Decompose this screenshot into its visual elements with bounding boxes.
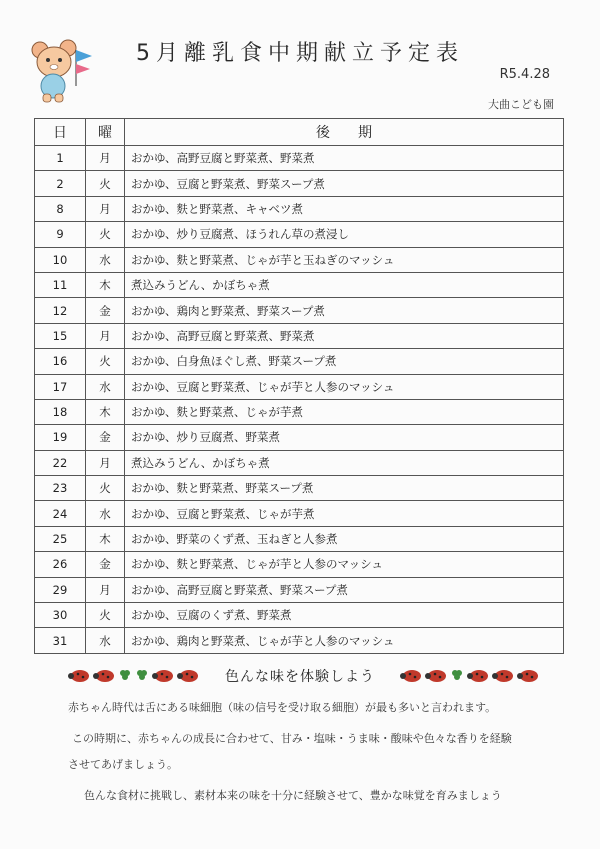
- day-cell: 2: [35, 171, 86, 196]
- table-row: [35, 425, 564, 450]
- menu-cell: おかゆ、野菜のくず煮、玉ねぎと人参煮: [125, 526, 564, 551]
- weekday-cell: 金: [86, 298, 125, 323]
- ladybug-icon: [425, 668, 447, 682]
- day-cell: 9: [35, 222, 86, 247]
- weekday-cell: 火: [86, 222, 125, 247]
- column-header-menu: 後 期: [125, 119, 564, 146]
- weekday-cell: 水: [86, 628, 125, 653]
- table-row: [35, 552, 564, 577]
- menu-cell: おかゆ、豆腐と野菜煮、野菜スープ煮: [125, 171, 564, 196]
- day-cell: 1: [35, 146, 86, 171]
- ladybug-icon: [467, 668, 489, 682]
- table-row: [35, 247, 564, 272]
- table-row: [35, 577, 564, 602]
- ladybug-decoration-right: [400, 668, 539, 682]
- day-cell: 8: [35, 196, 86, 221]
- day-cell: 19: [35, 425, 86, 450]
- table-row: [35, 501, 564, 526]
- ladybug-icon: [492, 668, 514, 682]
- weekday-cell: 月: [86, 146, 125, 171]
- ladybug-icon: [517, 668, 539, 682]
- menu-table: [34, 118, 564, 654]
- day-cell: 12: [35, 298, 86, 323]
- weekday-cell: 火: [86, 603, 125, 628]
- menu-cell: おかゆ、麩と野菜煮、じゃが芋煮: [125, 399, 564, 424]
- school-name: 大曲こども園: [488, 98, 554, 111]
- table-row: [35, 222, 564, 247]
- column-header-weekday: 曜: [86, 119, 125, 146]
- table-row: [35, 603, 564, 628]
- weekday-cell: 木: [86, 272, 125, 297]
- weekday-cell: 火: [86, 349, 125, 374]
- menu-cell: 煮込みうどん、かぼちゃ煮: [125, 450, 564, 475]
- weekday-cell: 月: [86, 196, 125, 221]
- footer-heading: 色んな味を体験しよう: [225, 669, 375, 685]
- weekday-cell: 月: [86, 577, 125, 602]
- weekday-cell: 水: [86, 501, 125, 526]
- table-row: [35, 146, 564, 171]
- menu-cell: おかゆ、豆腐と野菜煮、じゃが芋煮: [125, 501, 564, 526]
- day-cell: 15: [35, 323, 86, 348]
- table-row: [35, 450, 564, 475]
- table-row: [35, 323, 564, 348]
- table-row: [35, 628, 564, 653]
- weekday-cell: 金: [86, 425, 125, 450]
- footer-paragraph-1: 赤ちゃん時代は舌にある味細胞（味の信号を受け取る細胞）が最も多いと言われます。: [68, 701, 497, 714]
- weekday-cell: 木: [86, 526, 125, 551]
- menu-cell: おかゆ、高野豆腐と野菜煮、野菜スープ煮: [125, 577, 564, 602]
- issue-date: R5.4.28: [499, 67, 550, 82]
- menu-cell: おかゆ、麩と野菜煮、キャベツ煮: [125, 196, 564, 221]
- menu-cell: おかゆ、麩と野菜煮、じゃが芋と玉ねぎのマッシュ: [125, 247, 564, 272]
- table-row: [35, 298, 564, 323]
- weekday-cell: 月: [86, 450, 125, 475]
- menu-cell: おかゆ、高野豆腐と野菜煮、野菜煮: [125, 323, 564, 348]
- day-cell: 29: [35, 577, 86, 602]
- weekday-cell: 水: [86, 374, 125, 399]
- weekday-cell: 月: [86, 323, 125, 348]
- menu-cell: おかゆ、豆腐のくず煮、野菜煮: [125, 603, 564, 628]
- table-row: [35, 476, 564, 501]
- menu-cell: おかゆ、白身魚ほぐし煮、野菜スープ煮: [125, 349, 564, 374]
- table-row: [35, 272, 564, 297]
- footer-paragraph-2: この時期に、赤ちゃんの成長に合わせて、甘み・塩味・うま味・酸味や色々な香りを経験: [72, 732, 512, 745]
- menu-cell: おかゆ、高野豆腐と野菜煮、野菜煮: [125, 146, 564, 171]
- menu-cell: おかゆ、麩と野菜煮、野菜スープ煮: [125, 476, 564, 501]
- table-row: [35, 349, 564, 374]
- weekday-cell: 火: [86, 476, 125, 501]
- table-header-row: [35, 119, 564, 146]
- day-cell: 22: [35, 450, 86, 475]
- weekday-cell: 金: [86, 552, 125, 577]
- menu-cell: おかゆ、炒り豆腐煮、野菜煮: [125, 425, 564, 450]
- menu-cell: おかゆ、鶏肉と野菜煮、野菜スープ煮: [125, 298, 564, 323]
- day-cell: 31: [35, 628, 86, 653]
- weekday-cell: 水: [86, 247, 125, 272]
- day-cell: 26: [35, 552, 86, 577]
- clover-icon: [450, 668, 464, 682]
- menu-cell: おかゆ、炒り豆腐煮、ほうれん草の煮浸し: [125, 222, 564, 247]
- ladybug-icon: [400, 668, 422, 682]
- menu-cell: おかゆ、鶏肉と野菜煮、じゃが芋と人参のマッシュ: [125, 628, 564, 653]
- menu-cell: おかゆ、豆腐と野菜煮、じゃが芋と人参のマッシュ: [125, 374, 564, 399]
- table-row: [35, 526, 564, 551]
- weekday-cell: 木: [86, 399, 125, 424]
- footer-paragraph-4: 色んな食材に挑戦し、素材本来の味を十分に経験させて、豊かな味覚を育みましょう: [84, 789, 502, 802]
- page-title: 5月離乳食中期献立予定表: [136, 41, 464, 66]
- weekday-cell: 火: [86, 171, 125, 196]
- day-cell: 16: [35, 349, 86, 374]
- day-cell: 24: [35, 501, 86, 526]
- menu-cell: おかゆ、麩と野菜煮、じゃが芋と人参のマッシュ: [125, 552, 564, 577]
- day-cell: 11: [35, 272, 86, 297]
- day-cell: 30: [35, 603, 86, 628]
- day-cell: 25: [35, 526, 86, 551]
- table-row: [35, 399, 564, 424]
- table-row: [35, 374, 564, 399]
- column-header-day: 日: [35, 119, 86, 146]
- day-cell: 17: [35, 374, 86, 399]
- table-row: [35, 171, 564, 196]
- menu-cell: 煮込みうどん、かぼちゃ煮: [125, 272, 564, 297]
- day-cell: 10: [35, 247, 86, 272]
- day-cell: 23: [35, 476, 86, 501]
- table-row: [35, 196, 564, 221]
- footer-paragraph-3: させてあげましょう。: [68, 758, 178, 771]
- day-cell: 18: [35, 399, 86, 424]
